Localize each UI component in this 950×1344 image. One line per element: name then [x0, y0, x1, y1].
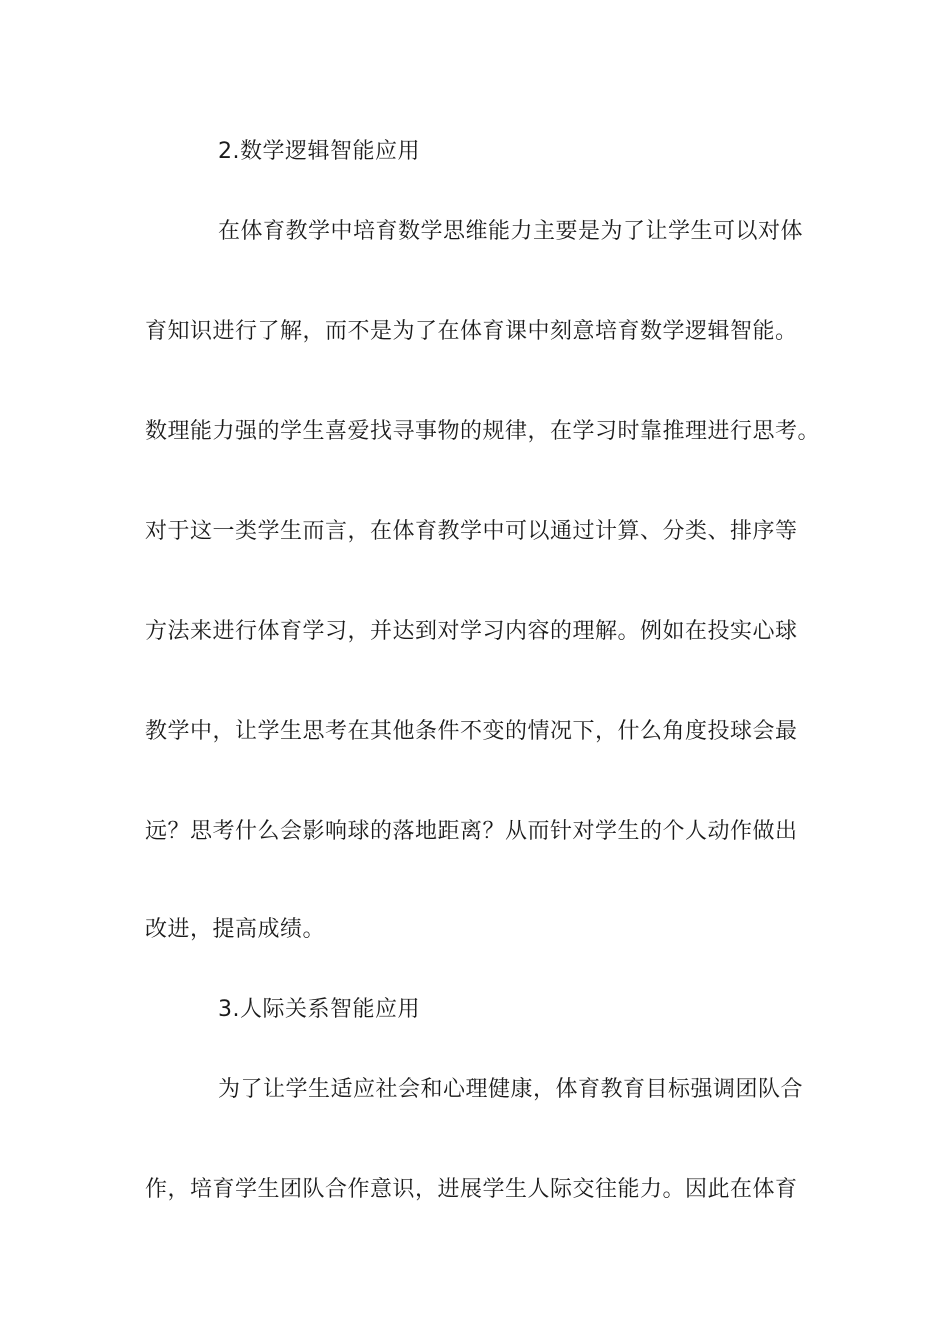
- paragraph-line: 对于这一类学生而言，在体育教学中可以通过计算、分类、排序等: [145, 519, 798, 544]
- paragraph-line: 改进，提高成绩。: [145, 917, 326, 942]
- section-heading-2: 2.数学逻辑智能应用: [218, 139, 420, 164]
- paragraph-line: 作，培育学生团队合作意识，进展学生人际交往能力。因此在体育: [145, 1177, 798, 1202]
- paragraph-line: 为了让学生适应社会和心理健康，体育教育目标强调团队合: [218, 1077, 804, 1102]
- paragraph-line: 远？思考什么会影响球的落地距离？从而针对学生的个人动作做出: [145, 819, 798, 844]
- section-heading-3: 3.人际关系智能应用: [218, 997, 420, 1022]
- paragraph-line: 数理能力强的学生喜爱找寻事物的规律，在学习时靠推理进行思考。: [145, 419, 821, 444]
- paragraph-line: 育知识进行了解，而不是为了在体育课中刻意培育数学逻辑智能。: [145, 319, 798, 344]
- paragraph-line: 教学中，让学生思考在其他条件不变的情况下，什么角度投球会最: [145, 719, 798, 744]
- paragraph-line: 方法来进行体育学习，并达到对学习内容的理解。例如在投实心球: [145, 619, 798, 644]
- paragraph-line: 在体育教学中培育数学思维能力主要是为了让学生可以对体: [218, 219, 804, 244]
